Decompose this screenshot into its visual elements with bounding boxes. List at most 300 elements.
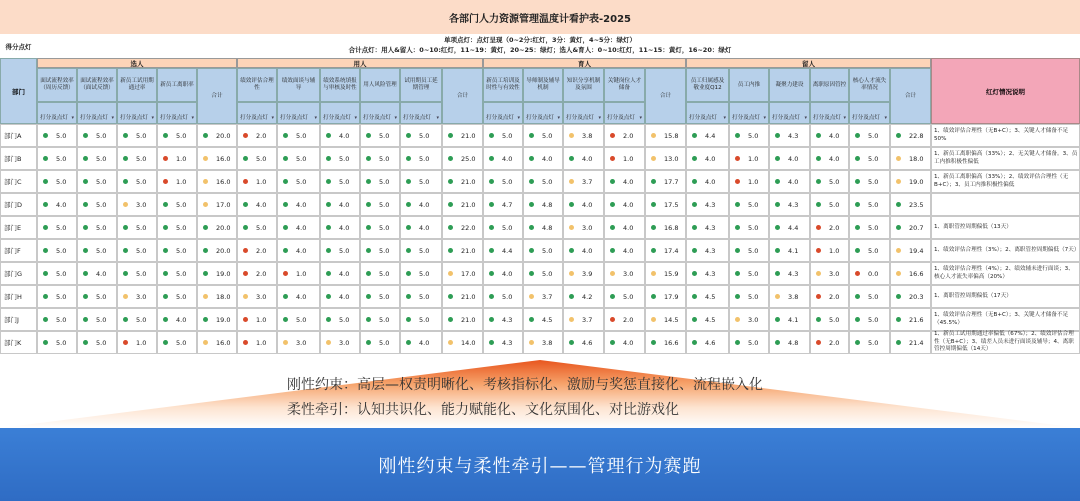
score-cell[interactable] (849, 331, 890, 354)
subheader-filter[interactable] (686, 102, 729, 124)
score-cell[interactable] (810, 285, 849, 308)
status-light-icon (43, 202, 48, 207)
score-cell[interactable] (320, 170, 360, 193)
score-cell[interactable] (849, 262, 890, 285)
score-cell[interactable] (523, 331, 563, 354)
score-cell[interactable] (849, 216, 890, 239)
score-cell[interactable] (483, 147, 523, 170)
note-cell[interactable]: 1、新员工离职偏高（33%）；2、无关键人才储备。3、员工内推积极性偏低 (931, 147, 1080, 170)
score-cell[interactable] (890, 308, 931, 331)
score-cell[interactable] (320, 239, 360, 262)
note-cell[interactable]: 1、绩效评估合理性（无B+C）；3、关键人才储备不足（45.5%） (931, 308, 1080, 331)
score-cell[interactable] (157, 216, 197, 239)
note-cell[interactable]: 1、新员工离职偏高（33%）；2、绩效评估合理性（无B+C）；3、员工内推积极性偏低 (931, 170, 1080, 193)
subheader-filter[interactable] (849, 102, 890, 124)
status-light-icon (448, 294, 453, 299)
score-cell[interactable] (604, 239, 645, 262)
score-value: 17.5 (664, 200, 679, 209)
score-cell[interactable] (157, 170, 197, 193)
score-cell[interactable] (686, 170, 729, 193)
score-cell[interactable] (442, 239, 483, 262)
subheader-filter[interactable] (483, 102, 523, 124)
score-cell[interactable] (77, 239, 117, 262)
score-cell[interactable] (849, 239, 890, 262)
score-cell[interactable] (360, 193, 400, 216)
score-cell[interactable] (810, 170, 849, 193)
filter-dropdown-icon[interactable]: ▾ (111, 115, 114, 121)
filter-dropdown-icon[interactable]: ▾ (354, 115, 357, 121)
filter-dropdown-icon[interactable]: ▾ (271, 115, 274, 121)
score-cell[interactable] (277, 147, 320, 170)
score-cell[interactable] (37, 308, 77, 331)
score-cell[interactable] (483, 285, 523, 308)
score-cell[interactable] (769, 285, 810, 308)
score-cell[interactable] (483, 262, 523, 285)
score-cell[interactable] (686, 193, 729, 216)
score-cell[interactable] (237, 285, 277, 308)
score-cell[interactable] (37, 170, 77, 193)
score-cell[interactable] (890, 193, 931, 216)
score-cell[interactable] (442, 331, 483, 354)
score-cell[interactable] (645, 124, 686, 147)
score-cell[interactable] (890, 170, 931, 193)
score-cell[interactable] (197, 285, 237, 308)
score-cell[interactable] (277, 262, 320, 285)
score-cell[interactable] (483, 170, 523, 193)
score-cell[interactable] (277, 239, 320, 262)
score-cell[interactable] (849, 170, 890, 193)
score-cell[interactable] (197, 331, 237, 354)
score-cell[interactable] (237, 147, 277, 170)
score-cell[interactable] (400, 216, 442, 239)
status-light-icon (326, 179, 331, 184)
score-cell[interactable] (810, 124, 849, 147)
score-cell[interactable] (729, 124, 769, 147)
score-cell[interactable] (77, 193, 117, 216)
score-cell[interactable] (604, 170, 645, 193)
score-cell[interactable] (37, 262, 77, 285)
score-cell[interactable] (769, 193, 810, 216)
score-cell[interactable] (849, 285, 890, 308)
status-light-icon (203, 156, 208, 161)
score-cell[interactable] (523, 239, 563, 262)
score-cell[interactable] (604, 308, 645, 331)
score-cell[interactable] (849, 147, 890, 170)
score-cell[interactable] (360, 262, 400, 285)
score-cell[interactable] (769, 170, 810, 193)
score-cell[interactable] (563, 124, 604, 147)
score-cell[interactable] (483, 216, 523, 239)
subheader-filter[interactable] (769, 102, 810, 124)
score-cell[interactable] (890, 331, 931, 354)
score-value: 4.3 (502, 338, 513, 347)
score-cell[interactable] (483, 124, 523, 147)
score-cell[interactable] (810, 193, 849, 216)
score-cell[interactable] (37, 193, 77, 216)
score-value: 4.5 (542, 315, 553, 324)
score-cell[interactable] (400, 331, 442, 354)
score-cell[interactable] (810, 239, 849, 262)
score-cell[interactable] (442, 124, 483, 147)
score-cell[interactable] (320, 193, 360, 216)
score-cell[interactable] (400, 285, 442, 308)
score-cell[interactable] (360, 216, 400, 239)
score-cell[interactable] (769, 262, 810, 285)
score-cell[interactable] (237, 193, 277, 216)
score-cell[interactable] (117, 239, 157, 262)
score-cell[interactable] (442, 170, 483, 193)
score-cell[interactable] (686, 239, 729, 262)
score-cell[interactable] (237, 308, 277, 331)
score-cell[interactable] (645, 170, 686, 193)
score-cell[interactable] (157, 124, 197, 147)
filter-dropdown-icon[interactable]: ▾ (763, 115, 766, 121)
filter-dropdown-icon[interactable]: ▾ (884, 115, 887, 121)
score-cell[interactable] (277, 216, 320, 239)
score-cell[interactable] (157, 331, 197, 354)
score-cell[interactable] (890, 216, 931, 239)
score-cell[interactable] (360, 170, 400, 193)
subheader-filter[interactable] (400, 102, 442, 124)
score-cell[interactable] (442, 308, 483, 331)
filter-dropdown-icon[interactable]: ▾ (517, 115, 520, 121)
score-cell[interactable] (686, 285, 729, 308)
score-cell[interactable] (77, 262, 117, 285)
score-cell[interactable] (483, 239, 523, 262)
score-cell[interactable] (810, 331, 849, 354)
score-cell[interactable] (360, 331, 400, 354)
score-cell[interactable] (563, 170, 604, 193)
score-cell[interactable] (849, 124, 890, 147)
score-cell[interactable] (117, 331, 157, 354)
score-cell[interactable] (686, 331, 729, 354)
status-light-icon (610, 179, 615, 184)
score-cell[interactable] (769, 124, 810, 147)
filter-dropdown-icon[interactable]: ▾ (191, 115, 194, 121)
dept-cell[interactable]: 部门H (0, 285, 37, 308)
score-cell[interactable] (197, 124, 237, 147)
score-cell[interactable] (729, 147, 769, 170)
score-cell[interactable] (400, 124, 442, 147)
subheader-filter[interactable] (237, 102, 277, 124)
score-cell[interactable] (77, 331, 117, 354)
score-cell[interactable] (197, 170, 237, 193)
score-cell[interactable] (769, 239, 810, 262)
score-cell[interactable] (563, 216, 604, 239)
score-cell[interactable] (810, 216, 849, 239)
score-cell[interactable] (729, 239, 769, 262)
score-value: 21.0 (461, 177, 476, 186)
note-cell[interactable]: 1、离职管控周期偏低（17天） (931, 285, 1080, 308)
score-cell[interactable] (157, 308, 197, 331)
filter-dropdown-icon[interactable]: ▾ (314, 115, 317, 121)
dept-cell[interactable]: 部门J (0, 308, 37, 331)
score-cell[interactable] (523, 170, 563, 193)
subheader-filter[interactable] (604, 102, 645, 124)
filter-dropdown-icon[interactable]: ▾ (598, 115, 601, 121)
score-cell[interactable] (117, 216, 157, 239)
filter-dropdown-icon[interactable]: ▾ (639, 115, 642, 121)
score-cell[interactable] (563, 239, 604, 262)
score-cell[interactable] (523, 216, 563, 239)
score-cell[interactable] (37, 216, 77, 239)
score-cell[interactable] (563, 262, 604, 285)
subheader-filter[interactable] (810, 102, 849, 124)
score-cell[interactable] (400, 262, 442, 285)
score-cell[interactable] (890, 262, 931, 285)
score-cell[interactable] (483, 193, 523, 216)
score-cell[interactable] (197, 216, 237, 239)
score-cell[interactable] (523, 285, 563, 308)
score-cell[interactable] (523, 308, 563, 331)
score-cell[interactable] (645, 262, 686, 285)
score-cell[interactable] (197, 262, 237, 285)
score-cell[interactable] (849, 193, 890, 216)
score-value: 2.0 (829, 338, 840, 347)
dept-cell[interactable]: 部门C (0, 170, 37, 193)
score-value: 4.0 (502, 269, 513, 278)
score-cell[interactable] (77, 285, 117, 308)
score-cell[interactable] (810, 147, 849, 170)
dept-cell[interactable]: 部门F (0, 239, 37, 262)
note-cell[interactable]: 1、绩效评估合理性（无B+C）；3、关键人才储备不足50% (931, 124, 1080, 147)
score-cell[interactable] (769, 331, 810, 354)
score-cell[interactable] (400, 170, 442, 193)
score-cell[interactable] (117, 308, 157, 331)
score-cell[interactable] (523, 124, 563, 147)
score-cell[interactable] (604, 147, 645, 170)
score-cell[interactable] (400, 308, 442, 331)
subheader-filter[interactable] (77, 102, 117, 124)
score-cell[interactable] (686, 262, 729, 285)
score-cell[interactable] (237, 239, 277, 262)
filter-dropdown-icon[interactable]: ▾ (151, 115, 154, 121)
score-value: 5.0 (868, 292, 879, 301)
score-cell[interactable] (523, 262, 563, 285)
score-cell[interactable] (277, 124, 320, 147)
note-cell[interactable]: 1、绩效评估合理性（3%）；2、离职管控周期偏低（7天） (931, 239, 1080, 262)
score-cell[interactable] (686, 308, 729, 331)
score-cell[interactable] (849, 308, 890, 331)
score-cell[interactable] (442, 262, 483, 285)
note-cell[interactable]: 1、新员工试用期通过率偏低（67%）；2、绩效评估合理性（无B+C）；3、绩差人员未进行面谈及辅导；4、离职管控周期偏低（14天） (931, 331, 1080, 354)
score-cell[interactable] (729, 285, 769, 308)
status-light-icon (775, 156, 780, 161)
score-cell[interactable] (442, 147, 483, 170)
score-cell[interactable] (442, 216, 483, 239)
score-cell[interactable] (890, 285, 931, 308)
score-cell[interactable] (645, 239, 686, 262)
score-cell[interactable] (604, 124, 645, 147)
subheader-filter[interactable] (360, 102, 400, 124)
score-cell[interactable] (645, 308, 686, 331)
subheader-filter[interactable] (729, 102, 769, 124)
score-cell[interactable] (686, 216, 729, 239)
score-cell[interactable] (277, 331, 320, 354)
score-cell[interactable] (645, 331, 686, 354)
score-cell[interactable] (563, 193, 604, 216)
score-cell[interactable] (563, 147, 604, 170)
score-cell[interactable] (157, 193, 197, 216)
score-cell[interactable] (117, 285, 157, 308)
score-cell[interactable] (197, 193, 237, 216)
score-cell[interactable] (523, 193, 563, 216)
score-cell[interactable] (360, 285, 400, 308)
score-cell[interactable] (729, 262, 769, 285)
score-cell[interactable] (769, 308, 810, 331)
score-cell[interactable] (117, 124, 157, 147)
score-value: 5.0 (339, 246, 350, 255)
status-light-icon (489, 225, 494, 230)
filter-dropdown-icon[interactable]: ▾ (394, 115, 397, 121)
score-cell[interactable] (810, 262, 849, 285)
note-cell[interactable] (931, 193, 1080, 216)
subheader-filter[interactable] (277, 102, 320, 124)
score-cell[interactable] (890, 147, 931, 170)
score-cell[interactable] (237, 331, 277, 354)
score-cell[interactable] (645, 193, 686, 216)
score-cell[interactable] (277, 193, 320, 216)
score-value: 5.0 (96, 200, 107, 209)
score-cell[interactable] (320, 285, 360, 308)
score-cell[interactable] (400, 239, 442, 262)
column-header: 员工归属感及敬业度Q12 (686, 68, 729, 102)
score-cell[interactable] (686, 124, 729, 147)
score-cell[interactable] (483, 308, 523, 331)
subheader-filter[interactable] (563, 102, 604, 124)
score-cell[interactable] (320, 147, 360, 170)
filter-dropdown-icon[interactable]: ▾ (804, 115, 807, 121)
dept-cell[interactable]: 部门D (0, 193, 37, 216)
score-cell[interactable] (645, 285, 686, 308)
score-cell[interactable] (604, 216, 645, 239)
subheader-filter[interactable] (523, 102, 563, 124)
score-cell[interactable] (604, 193, 645, 216)
subheader-filter[interactable] (117, 102, 157, 124)
score-cell[interactable] (360, 147, 400, 170)
dept-cell[interactable]: 部门G (0, 262, 37, 285)
score-cell[interactable] (37, 331, 77, 354)
score-cell[interactable] (563, 308, 604, 331)
score-cell[interactable] (604, 262, 645, 285)
score-cell[interactable] (604, 285, 645, 308)
score-cell[interactable] (320, 262, 360, 285)
score-cell[interactable] (77, 216, 117, 239)
score-cell[interactable] (117, 262, 157, 285)
score-cell[interactable] (645, 216, 686, 239)
score-cell[interactable] (729, 308, 769, 331)
dept-cell[interactable]: 部门K (0, 331, 37, 354)
score-cell[interactable] (769, 147, 810, 170)
subheader-filter[interactable] (320, 102, 360, 124)
score-cell[interactable] (277, 308, 320, 331)
score-cell[interactable] (360, 124, 400, 147)
score-cell[interactable] (360, 239, 400, 262)
score-cell[interactable] (890, 239, 931, 262)
status-light-icon (651, 202, 656, 207)
subheader-filter[interactable] (157, 102, 197, 124)
score-cell[interactable] (320, 216, 360, 239)
note-cell[interactable]: 1、离职管控周期偏低（13天） (931, 216, 1080, 239)
score-cell[interactable] (442, 285, 483, 308)
score-cell[interactable] (483, 331, 523, 354)
score-cell[interactable] (360, 308, 400, 331)
score-cell[interactable] (117, 193, 157, 216)
score-cell[interactable] (645, 147, 686, 170)
score-cell[interactable] (563, 331, 604, 354)
score-cell[interactable] (157, 262, 197, 285)
status-light-icon (569, 340, 574, 345)
score-cell[interactable] (237, 216, 277, 239)
score-cell[interactable] (400, 147, 442, 170)
score-cell[interactable] (442, 193, 483, 216)
dept-cell[interactable]: 部门E (0, 216, 37, 239)
score-cell[interactable] (77, 147, 117, 170)
filter-dropdown-icon[interactable]: ▾ (723, 115, 726, 121)
score-cell[interactable] (37, 285, 77, 308)
score-value: 5.0 (748, 246, 759, 255)
score-cell[interactable] (197, 308, 237, 331)
score-cell[interactable] (237, 170, 277, 193)
score-cell[interactable] (77, 170, 117, 193)
score-cell[interactable] (77, 124, 117, 147)
score-cell[interactable] (117, 147, 157, 170)
score-cell[interactable] (729, 331, 769, 354)
score-cell[interactable] (729, 170, 769, 193)
score-cell[interactable] (277, 285, 320, 308)
score-cell[interactable] (769, 216, 810, 239)
score-cell[interactable] (117, 170, 157, 193)
score-cell[interactable] (37, 124, 77, 147)
dept-cell[interactable]: 部门B (0, 147, 37, 170)
score-cell[interactable] (563, 285, 604, 308)
score-cell[interactable] (729, 216, 769, 239)
filter-dropdown-icon[interactable]: ▾ (557, 115, 560, 121)
score-cell[interactable] (604, 331, 645, 354)
status-light-icon (610, 202, 615, 207)
score-cell[interactable] (320, 124, 360, 147)
score-cell[interactable] (37, 147, 77, 170)
dept-cell[interactable]: 部门A (0, 124, 37, 147)
score-cell[interactable] (237, 262, 277, 285)
score-cell[interactable] (197, 147, 237, 170)
score-cell[interactable] (197, 239, 237, 262)
score-cell[interactable] (890, 124, 931, 147)
score-cell[interactable] (277, 170, 320, 193)
score-cell[interactable] (77, 308, 117, 331)
score-cell[interactable] (37, 239, 77, 262)
filter-dropdown-icon[interactable]: ▾ (71, 115, 74, 121)
score-cell[interactable] (523, 147, 563, 170)
score-cell[interactable] (400, 193, 442, 216)
score-cell[interactable] (686, 147, 729, 170)
score-value: 5.0 (176, 338, 187, 347)
score-cell[interactable] (157, 239, 197, 262)
subheader-filter[interactable] (37, 102, 77, 124)
filter-dropdown-icon[interactable]: ▾ (843, 115, 846, 121)
score-cell[interactable] (237, 124, 277, 147)
note-cell[interactable]: 1、绩效评估合理性（4%）；2、绩效辅未进行面谈；3、核心人才流失率偏高（20%） (931, 262, 1080, 285)
score-cell[interactable] (729, 193, 769, 216)
score-cell[interactable] (810, 308, 849, 331)
score-cell[interactable] (157, 285, 197, 308)
status-light-icon (651, 248, 656, 253)
filter-dropdown-icon[interactable]: ▾ (436, 115, 439, 121)
score-cell[interactable] (320, 331, 360, 354)
score-value: 5.0 (56, 131, 67, 140)
score-cell[interactable] (320, 308, 360, 331)
score-cell[interactable] (157, 147, 197, 170)
